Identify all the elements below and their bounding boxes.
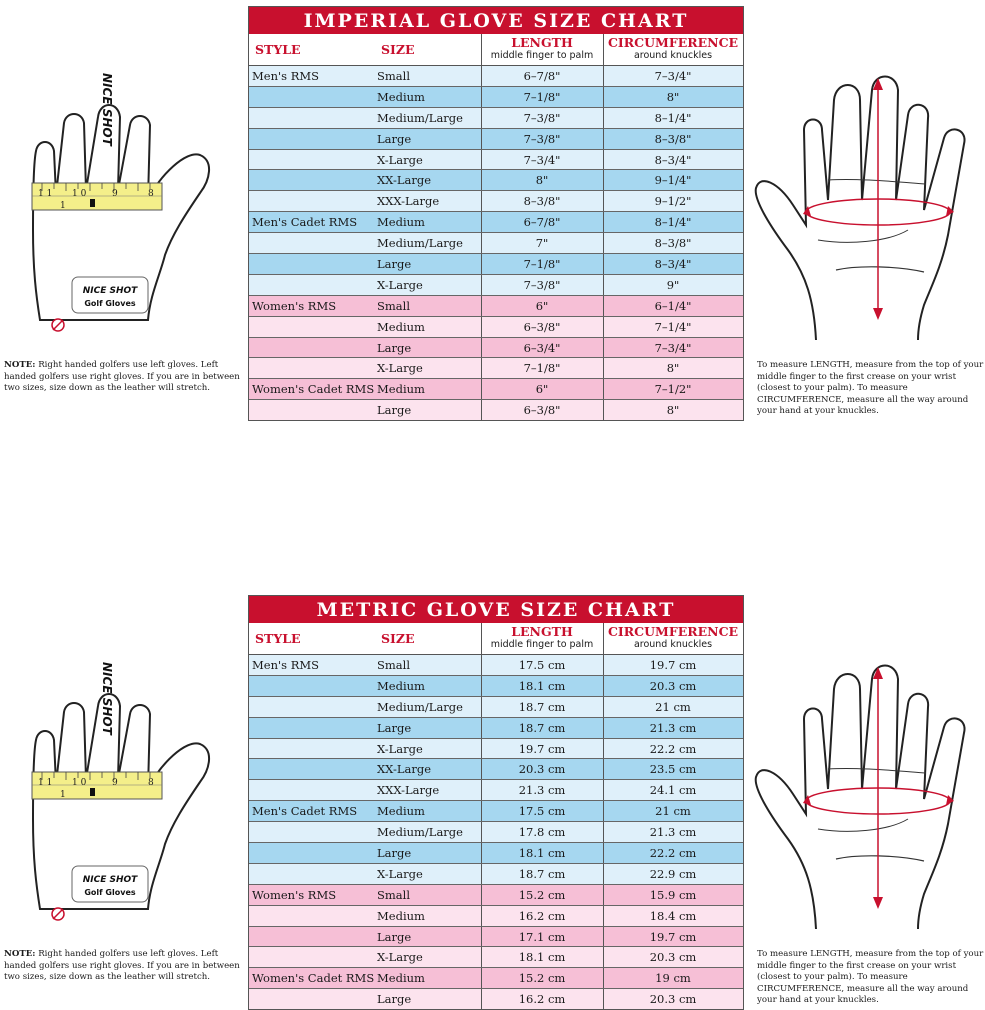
cell-size: X-Large — [377, 741, 423, 756]
cell-length: 18.7 cm — [518, 720, 566, 735]
cell-circumference: 8–3/4" — [654, 152, 692, 167]
cell-style: Men's Cadet RMS — [252, 804, 358, 819]
measure-instructions: To measure LENGTH, measure from the top of your middle finger to the first crease on your wrist (closest to your palm). To measure CIRCUMFERENCE, measure all the way around your hand at your knuckles. — [757, 949, 984, 1005]
cell-style: Women's RMS — [252, 887, 337, 902]
header-length-sub: middle finger to palm — [490, 639, 594, 650]
cell-length: 8–3/8" — [523, 194, 561, 209]
cell-size: Medium — [377, 382, 425, 397]
ruler-mark: 1 0 — [72, 778, 87, 788]
ruler-mark: 1 — [60, 790, 66, 800]
table-row — [249, 843, 743, 864]
cell-length: 17.1 cm — [518, 929, 566, 944]
ruler-mark: 1 — [60, 201, 66, 211]
table-row — [249, 129, 743, 150]
glove-illustration — [0, 55, 248, 355]
note-text: Right handed golfers use left gloves. Left handed golfers use right gloves. If you are in between two sizes, size down as the leather will stretch. — [4, 360, 240, 393]
cell-length: 7–1/8" — [523, 89, 561, 104]
cell-circumference: 9" — [666, 277, 680, 292]
cell-style: Men's Cadet RMS — [252, 215, 358, 230]
table-row — [249, 212, 743, 233]
cell-size: X-Large — [377, 277, 423, 292]
ruler-mark: 9 — [112, 778, 118, 788]
note-text: Right handed golfers use left gloves. Left handed golfers use right gloves. If you are in between two sizes, size down as the leather will stretch. — [4, 949, 240, 982]
table-row — [249, 676, 743, 697]
header-style: STYLE — [255, 631, 301, 646]
metric-section — [0, 589, 985, 1007]
cell-size: Small — [377, 887, 410, 902]
table-row — [249, 379, 743, 400]
table-row — [249, 338, 743, 359]
table-row — [249, 968, 743, 989]
table-row — [249, 317, 743, 338]
cell-size: Large — [377, 846, 412, 861]
table-row — [249, 947, 743, 968]
cell-style: Women's RMS — [252, 298, 337, 313]
chart-header — [249, 34, 743, 66]
cell-circumference: 8" — [666, 403, 680, 418]
cell-style: Women's Cadet RMS — [252, 382, 375, 397]
chart-title: METRIC GLOVE SIZE CHART — [249, 596, 743, 623]
glove-note — [4, 949, 244, 984]
cell-size: XXX-Large — [377, 783, 440, 798]
cell-size: Medium/Large — [377, 699, 463, 714]
cell-style: Women's Cadet RMS — [252, 971, 375, 986]
cell-length: 20.3 cm — [518, 762, 566, 777]
hand-measure-illustration — [748, 60, 985, 350]
cell-length: 7–1/8" — [523, 361, 561, 376]
cell-length: 18.7 cm — [518, 699, 566, 714]
table-row — [249, 718, 743, 739]
table-row — [249, 150, 743, 171]
table-row — [249, 759, 743, 780]
header-circ-label: CIRCUMFERENCE — [607, 624, 739, 639]
brand-logo-sub: Golf Gloves — [84, 888, 136, 897]
table-row — [249, 906, 743, 927]
cell-size: Small — [377, 298, 410, 313]
cell-size: XX-Large — [377, 173, 432, 188]
header-length-label: LENGTH — [511, 624, 573, 639]
table-row — [249, 697, 743, 718]
glove-diagram — [0, 55, 248, 355]
imperial-size-chart — [248, 6, 744, 421]
table-row — [249, 66, 743, 87]
table-row — [249, 87, 743, 108]
ruler-mark: 8 — [148, 189, 154, 199]
cell-length: 6–7/8" — [523, 215, 561, 230]
note-label: NOTE: — [4, 360, 36, 370]
cell-circumference: 8–3/8" — [654, 131, 692, 146]
cell-circumference: 20.3 cm — [649, 992, 697, 1007]
glove-illustration — [0, 644, 248, 944]
cell-length: 6" — [535, 298, 549, 313]
table-row — [249, 358, 743, 379]
cell-length: 15.2 cm — [518, 971, 566, 986]
brand-logo-text: NICE SHOT — [82, 875, 138, 885]
cell-length: 16.2 cm — [518, 992, 566, 1007]
cell-circumference: 7–1/4" — [654, 319, 692, 334]
brand-logo-text: NICE SHOT — [100, 73, 114, 146]
cell-length: 6" — [535, 382, 549, 397]
cell-circumference: 24.1 cm — [649, 783, 697, 798]
cell-size: X-Large — [377, 361, 423, 376]
cell-length: 17.8 cm — [518, 825, 566, 840]
cell-size: Medium/Large — [377, 236, 463, 251]
ruler-mark: 1 0 — [72, 189, 87, 199]
cell-circumference: 20.3 cm — [649, 950, 697, 965]
cell-size: Large — [377, 340, 412, 355]
cell-circumference: 9–1/4" — [654, 173, 692, 188]
cell-circumference: 19.7 cm — [649, 658, 697, 672]
cell-length: 16.2 cm — [518, 908, 566, 923]
cell-size: Medium — [377, 319, 425, 334]
cell-circumference: 20.3 cm — [649, 678, 697, 693]
cell-circumference: 7–1/2" — [654, 382, 692, 397]
cell-length: 6–3/8" — [523, 319, 561, 334]
imperial-section — [0, 0, 985, 418]
cell-size: X-Large — [377, 152, 423, 167]
ruler-mark: 1 1 — [38, 189, 53, 199]
table-row — [249, 885, 743, 906]
ruler-mark: 9 — [112, 189, 118, 199]
header-circ-sub: around knuckles — [633, 639, 713, 650]
cell-length: 6–7/8" — [523, 69, 561, 83]
note-label: NOTE: — [4, 949, 36, 959]
header-size: SIZE — [381, 631, 415, 646]
table-row — [249, 170, 743, 191]
brand-logo-sub: Golf Gloves — [84, 299, 136, 308]
cell-size: Medium — [377, 908, 425, 923]
cell-circumference: 6–1/4" — [654, 298, 692, 313]
cell-circumference: 21 cm — [655, 699, 691, 714]
cell-size: Large — [377, 403, 412, 418]
header-circumference — [603, 625, 743, 651]
cell-circumference: 22.9 cm — [649, 866, 697, 881]
cell-circumference: 19.7 cm — [649, 929, 697, 944]
cell-size: Large — [377, 720, 412, 735]
cell-size: XXX-Large — [377, 194, 440, 209]
cell-circumference: 8–1/4" — [654, 110, 692, 125]
table-row — [249, 296, 743, 317]
table-row — [249, 400, 743, 420]
table-row — [249, 864, 743, 885]
cell-length: 18.1 cm — [518, 950, 566, 965]
cell-length: 21.3 cm — [518, 783, 566, 798]
cell-size: Large — [377, 929, 412, 944]
cell-circumference: 21.3 cm — [649, 720, 697, 735]
brand-logo-text: NICE SHOT — [100, 662, 114, 735]
header-length — [481, 625, 603, 651]
hand-measure-illustration — [748, 649, 985, 939]
cell-length: 18.7 cm — [518, 866, 566, 881]
cell-circumference: 15.9 cm — [649, 887, 697, 902]
cell-size: Large — [377, 992, 412, 1007]
cell-circumference: 18.4 cm — [649, 908, 697, 923]
glove-note — [4, 360, 244, 395]
cell-length: 7–3/8" — [523, 277, 561, 292]
cell-length: 7–1/8" — [523, 257, 561, 272]
hand-diagram — [748, 649, 985, 939]
table-row — [249, 780, 743, 801]
cell-size: XX-Large — [377, 762, 432, 777]
table-row — [249, 233, 743, 254]
cell-length: 17.5 cm — [518, 658, 566, 672]
glove-diagram — [0, 644, 248, 944]
table-row — [249, 927, 743, 948]
cell-size: Medium — [377, 89, 425, 104]
cell-length: 7–3/8" — [523, 110, 561, 125]
cell-circumference: 8" — [666, 361, 680, 376]
header-length-label: LENGTH — [511, 35, 573, 50]
cell-circumference: 19 cm — [655, 971, 691, 986]
cell-length: 6–3/4" — [523, 340, 561, 355]
header-style: STYLE — [255, 42, 301, 57]
cell-style: Men's RMS — [252, 69, 320, 83]
cell-circumference: 22.2 cm — [649, 846, 697, 861]
header-circ-sub: around knuckles — [633, 50, 713, 61]
cell-circumference: 22.2 cm — [649, 741, 697, 756]
cell-size: X-Large — [377, 950, 423, 965]
chart-rows — [249, 66, 743, 420]
ruler-mark: 1 1 — [38, 778, 53, 788]
header-circumference — [603, 36, 743, 62]
measure-instructions: To measure LENGTH, measure from the top of your middle finger to the first crease on your wrist (closest to your palm). To measure CIRCUMFERENCE, measure all the way around your hand at your knuckles. — [757, 360, 984, 416]
cell-circumference: 21.3 cm — [649, 825, 697, 840]
chart-rows — [249, 655, 743, 1009]
cell-circumference: 8–1/4" — [654, 215, 692, 230]
chart-header — [249, 623, 743, 655]
brand-logo-text: NICE SHOT — [82, 286, 138, 296]
ruler-mark: 8 — [148, 778, 154, 788]
header-size: SIZE — [381, 42, 415, 57]
metric-size-chart — [248, 595, 744, 1010]
cell-length: 8" — [535, 173, 549, 188]
header-length-sub: middle finger to palm — [490, 50, 594, 61]
hand-diagram — [748, 60, 985, 350]
cell-length: 7–3/8" — [523, 131, 561, 146]
cell-length: 18.1 cm — [518, 846, 566, 861]
table-row — [249, 108, 743, 129]
cell-size: Medium — [377, 971, 425, 986]
cell-size: Large — [377, 257, 412, 272]
table-row — [249, 254, 743, 275]
table-row — [249, 739, 743, 760]
cell-size: X-Large — [377, 866, 423, 881]
cell-size: Large — [377, 131, 412, 146]
cell-circumference: 8–3/4" — [654, 257, 692, 272]
cell-length: 19.7 cm — [518, 741, 566, 756]
cell-circumference: 8–3/8" — [654, 236, 692, 251]
cell-circumference: 9–1/2" — [654, 194, 692, 209]
cell-length: 17.5 cm — [518, 804, 566, 819]
cell-circumference: 7–3/4" — [654, 69, 692, 83]
cell-size: Medium — [377, 215, 425, 230]
table-row — [249, 801, 743, 822]
chart-title: IMPERIAL GLOVE SIZE CHART — [249, 7, 743, 34]
table-row — [249, 191, 743, 212]
table-row — [249, 822, 743, 843]
table-row — [249, 989, 743, 1009]
header-length — [481, 36, 603, 62]
cell-length: 7" — [535, 236, 549, 251]
cell-style: Men's RMS — [252, 658, 320, 672]
cell-length: 18.1 cm — [518, 678, 566, 693]
cell-size: Medium — [377, 678, 425, 693]
cell-size: Medium/Large — [377, 110, 463, 125]
table-row — [249, 275, 743, 296]
header-circ-label: CIRCUMFERENCE — [607, 35, 739, 50]
cell-circumference: 21 cm — [655, 804, 691, 819]
cell-length: 7–3/4" — [523, 152, 561, 167]
cell-size: Small — [377, 69, 410, 83]
table-row — [249, 655, 743, 676]
cell-size: Medium/Large — [377, 825, 463, 840]
cell-size: Medium — [377, 804, 425, 819]
cell-circumference: 23.5 cm — [649, 762, 697, 777]
cell-circumference: 7–3/4" — [654, 340, 692, 355]
cell-size: Small — [377, 658, 410, 672]
cell-circumference: 8" — [666, 89, 680, 104]
cell-length: 15.2 cm — [518, 887, 566, 902]
cell-length: 6–3/8" — [523, 403, 561, 418]
